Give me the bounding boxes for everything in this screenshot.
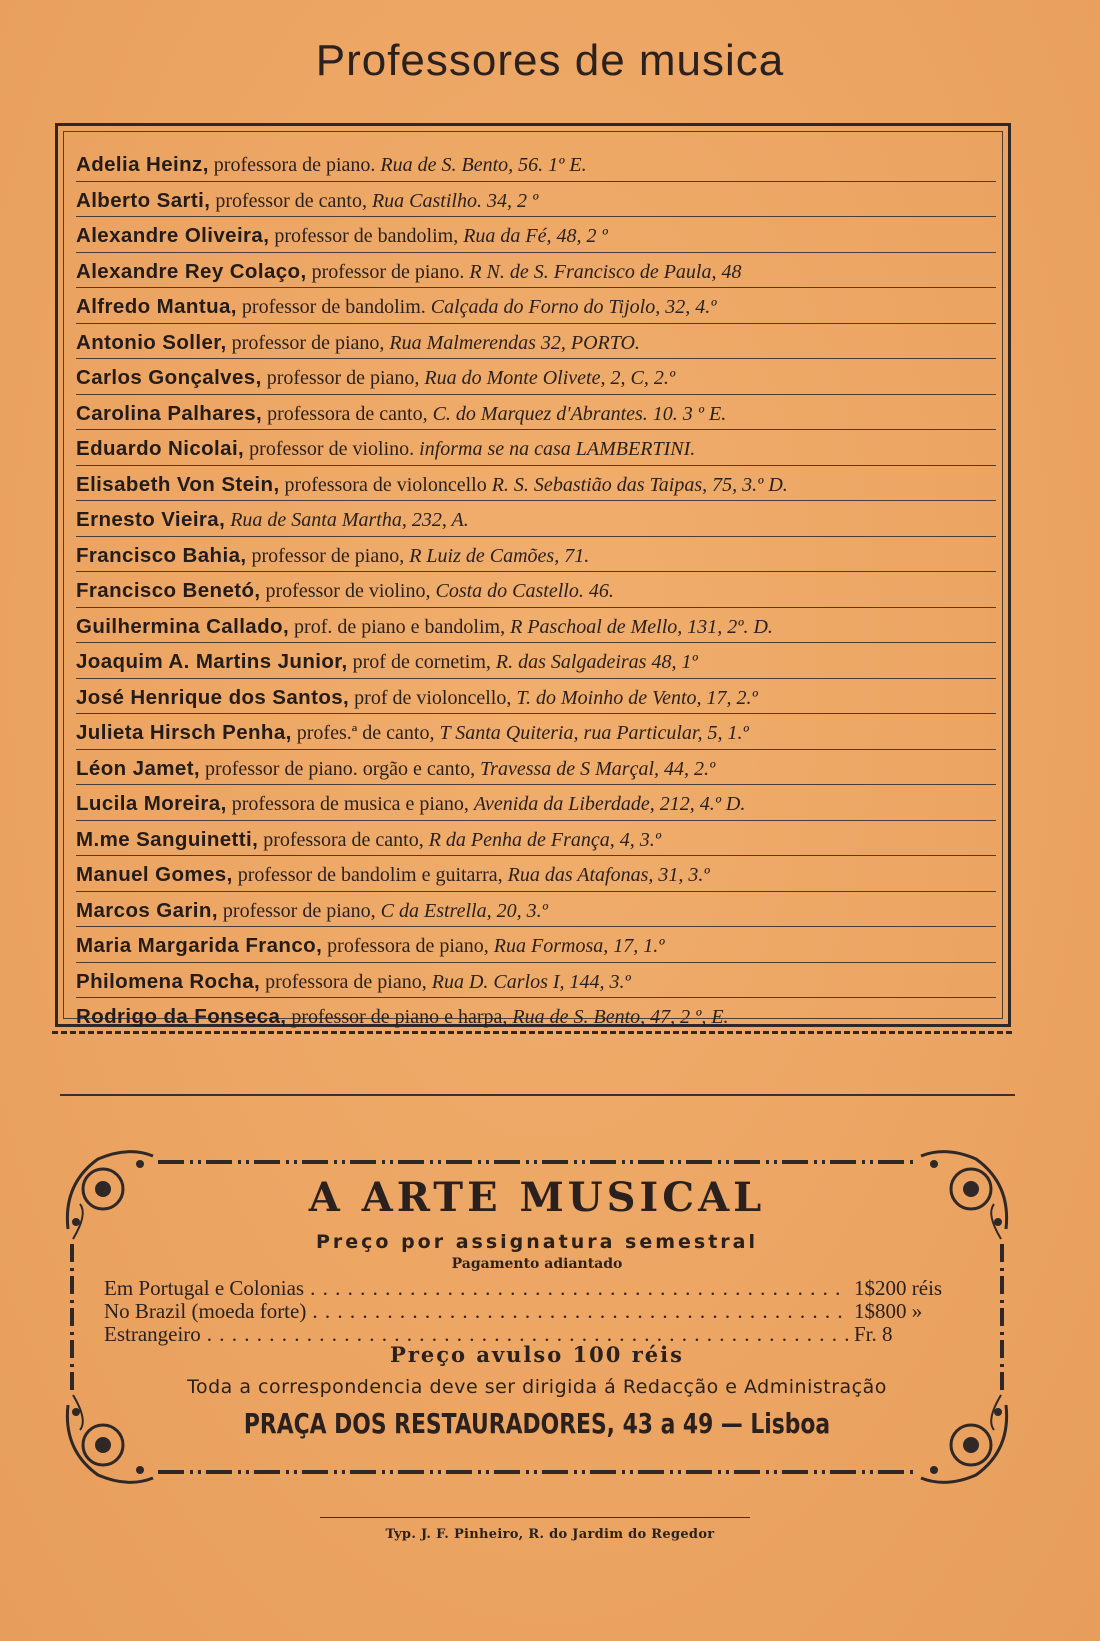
ad-subtitle: Preço por assignatura semestral: [315, 1231, 759, 1253]
price-label: Estrangeiro: [104, 1322, 201, 1346]
teacher-description: professor de bandolim e guitarra,: [232, 864, 508, 886]
teacher-description: professor de piano,: [261, 367, 425, 389]
ad-title: A ARTE MUSICAL: [308, 1174, 766, 1221]
price-leader-dots: [310, 1276, 848, 1300]
teacher-name: Eduardo Nicolai,: [76, 437, 245, 460]
teacher-description: professor de piano. orgão e canto,: [200, 757, 481, 780]
teacher-name: M.me Sanguinetti,: [76, 827, 259, 851]
teacher-address: R Paschoal de Mello, 131, 2º. D.: [510, 615, 773, 638]
teacher-address: Rua das Atafonas, 31, 3.º: [507, 864, 710, 886]
correspondence-note: Toda a correspondencia deve ser dirigida á Redacção e Administração: [187, 1376, 887, 1398]
price-row: [104, 1276, 984, 1300]
price-row: [104, 1299, 984, 1323]
teacher-description: prof de violoncello,: [349, 686, 517, 709]
list-item: [76, 253, 996, 289]
ad-border-top: [158, 1160, 916, 1164]
teacher-description: professor de piano,: [217, 899, 381, 922]
teacher-description: professor de violino,: [260, 580, 436, 602]
list-item: [76, 785, 996, 821]
teacher-name: Francisco Benetó,: [76, 579, 261, 602]
price-value: 1$800 »: [854, 1299, 923, 1323]
teacher-description: professor de piano,: [226, 331, 390, 354]
teacher-name: Joaquim A. Martins Junior,: [76, 650, 348, 673]
teacher-name: José Henrique dos Santos,: [76, 685, 350, 709]
teacher-address: R. das Salgadeiras 48, 1º: [495, 651, 698, 673]
teacher-address: Rua Formosa, 17, 1.º: [493, 935, 665, 957]
teacher-name: Philomena Rocha,: [76, 969, 261, 993]
teacher-list: [76, 146, 996, 1033]
corner-ornament-icon: [916, 1390, 1016, 1490]
list-item: [76, 892, 996, 928]
list-item: [76, 466, 996, 502]
teacher-description: professora de canto,: [258, 828, 429, 851]
list-item: [76, 395, 996, 431]
price-value: Fr. 8: [854, 1322, 893, 1346]
payment-note: Pagamento adiantado: [451, 1256, 623, 1272]
separator-line: [60, 1094, 1015, 1096]
price-leader-dots: [312, 1299, 848, 1323]
directory-frame: [55, 123, 1011, 1027]
teacher-name: Lucila Moreira,: [76, 792, 227, 815]
teacher-name: Alexandre Rey Colaço,: [76, 259, 307, 283]
printer-rule: [320, 1517, 750, 1518]
list-item: [76, 750, 996, 786]
teacher-description: professor de piano.: [306, 260, 470, 283]
list-item: [76, 146, 996, 182]
price-label: Em Portugal e Colonias: [104, 1276, 305, 1300]
teacher-description: professor de piano,: [246, 544, 410, 567]
teacher-description: professora de violoncello: [279, 473, 492, 496]
ad-address: PRAÇA DOS RESTAURADORES, 43 a 49 — Lisboa: [243, 1407, 831, 1440]
teacher-description: prof de cornetim,: [347, 651, 496, 673]
single-issue-price: Preço avulso 100 réis: [390, 1342, 684, 1367]
teacher-description: professor de piano e harpa,: [286, 1006, 513, 1028]
list-item: [76, 927, 996, 963]
teacher-address: R. S. Sebastião das Taipas, 75, 3.º D.: [491, 473, 788, 496]
list-item: [76, 537, 996, 573]
list-item: [76, 998, 996, 1033]
price-label: No Brazil (moeda forte): [104, 1299, 307, 1323]
page-title: Professores de musica: [315, 36, 785, 85]
teacher-name: Antonio Soller,: [76, 330, 227, 354]
teacher-address: Rua da Fé, 48, 2 º: [463, 225, 608, 247]
teacher-address: R Luiz de Camões, 71.: [409, 544, 590, 567]
teacher-name: Francisco Bahia,: [76, 543, 247, 567]
teacher-address: Rua do Monte Olivete, 2, C, 2.º: [424, 367, 676, 389]
list-item: [76, 288, 996, 324]
price-value: 1$200 réis: [854, 1276, 943, 1300]
list-item: [76, 714, 996, 750]
teacher-address: Rua de S. Bento, 56. 1º E.: [380, 154, 587, 176]
ad-border-bottom: [158, 1470, 916, 1474]
teacher-name: Alberto Sarti,: [76, 188, 211, 212]
teacher-description: professora de piano,: [322, 935, 494, 957]
teacher-description: professor de bandolim,: [269, 225, 464, 247]
teacher-address: Travessa de S Marçal, 44, 2.º: [480, 757, 716, 780]
teacher-description: prof. de piano e bandolim,: [289, 615, 511, 638]
teacher-name: Carolina Palhares,: [76, 401, 263, 425]
teacher-address: R N. de S. Francisco de Paula, 48: [469, 260, 742, 283]
teacher-address: T Santa Quiteria, rua Particular, 5, 1.º: [439, 722, 749, 744]
teacher-address: R da Penha de França, 4, 3.º: [428, 828, 661, 851]
teacher-address: Avenida da Liberdade, 212, 4.º D.: [473, 793, 746, 815]
teacher-description: profes.ª de canto,: [291, 722, 440, 744]
list-item: [76, 324, 996, 360]
list-item: [76, 501, 996, 537]
teacher-name: Marcos Garin,: [76, 898, 218, 922]
list-item: [76, 182, 996, 218]
teacher-address: Rua Malmerendas 32, PORTO.: [389, 331, 640, 354]
teacher-name: Alfredo Mantua,: [76, 295, 237, 318]
list-item: [76, 679, 996, 715]
list-item: [76, 430, 996, 466]
teacher-address: T. do Moinho de Vento, 17, 2.º: [516, 686, 758, 709]
teacher-description: professora de canto,: [262, 402, 433, 425]
teacher-address: C da Estrella, 20, 3.º: [380, 899, 548, 922]
teacher-name: Léon Jamet,: [76, 756, 201, 780]
list-item: [76, 572, 996, 608]
teacher-address: Rua Castilho. 34, 2 º: [371, 189, 539, 212]
teacher-address: Rua D. Carlos I, 144, 3.º: [431, 970, 631, 993]
teacher-description: professora de musica e piano,: [226, 793, 474, 815]
teacher-address: Calçada do Forno do Tijolo, 32, 4.º: [430, 296, 717, 318]
subscription-ad: [58, 1144, 1016, 1490]
teacher-name: Guilhermina Callado,: [76, 614, 290, 638]
list-item: [76, 821, 996, 857]
teacher-description: professora de piano.: [208, 154, 381, 176]
teacher-name: Maria Margarida Franco,: [76, 934, 323, 957]
teacher-address: informa se na casa LAMBERTINI.: [419, 438, 696, 460]
teacher-name: Elisabeth Von Stein,: [76, 472, 280, 496]
list-item: [76, 856, 996, 892]
printer-imprint: Typ. J. F. Pinheiro, R. do Jardim do Regedor: [385, 1527, 715, 1542]
teacher-name: Julieta Hirsch Penha,: [76, 721, 292, 744]
teacher-description: professor de violino.: [244, 438, 420, 460]
teacher-name: Ernesto Vieira,: [76, 508, 226, 531]
teacher-name: Manuel Gomes,: [76, 863, 233, 886]
teacher-description: professor de bandolim.: [236, 296, 431, 318]
teacher-description: professor de canto,: [210, 189, 372, 212]
teacher-address: Rua de S. Bento, 47, 2 º, E.: [512, 1006, 729, 1028]
teacher-address: Rua de Santa Martha, 232, A.: [230, 509, 469, 531]
list-item: [76, 608, 996, 644]
corner-ornament-icon: [58, 1390, 158, 1490]
list-item: [76, 643, 996, 679]
teacher-name: Carlos Gonçalves,: [76, 366, 262, 389]
teacher-name: Adelia Heinz,: [76, 153, 209, 176]
teacher-description: professora de piano,: [260, 970, 432, 993]
teacher-name: Alexandre Oliveira,: [76, 224, 270, 247]
list-item: [76, 963, 996, 999]
teacher-address: Costa do Castello. 46.: [435, 580, 614, 602]
teacher-name: Rodrigo da Fonseca,: [76, 1005, 287, 1028]
list-item: [76, 217, 996, 253]
teacher-address: C. do Marquez d'Abrantes. 10. 3 º E.: [432, 402, 727, 425]
list-item: [76, 359, 996, 395]
